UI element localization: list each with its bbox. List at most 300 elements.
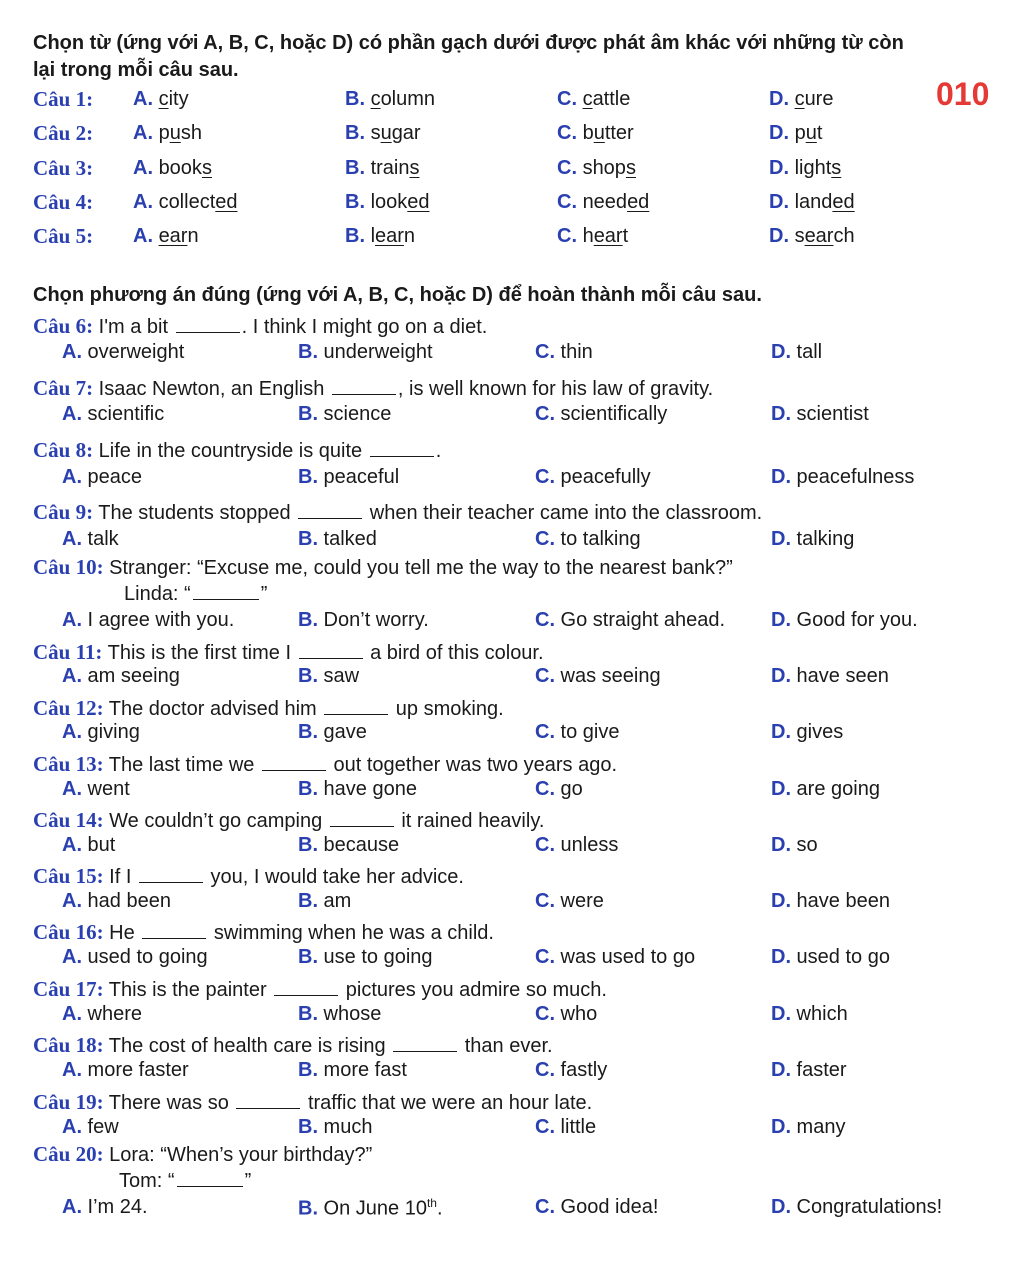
option-b[interactable] bbox=[298, 466, 399, 489]
word-suffix: ch bbox=[833, 225, 855, 247]
option-c[interactable] bbox=[557, 88, 630, 111]
option-letter: B. bbox=[345, 122, 365, 144]
word-prefix: book bbox=[158, 157, 202, 179]
option-text: Good for you. bbox=[791, 609, 918, 631]
option-text: have gone bbox=[318, 778, 417, 800]
option-text: Good idea! bbox=[555, 1196, 659, 1218]
stem-before: The last time we bbox=[103, 754, 260, 776]
option-letter: C. bbox=[535, 403, 555, 425]
option-letter: A. bbox=[133, 225, 153, 247]
option-text: underweight bbox=[318, 341, 433, 363]
option-letter: B. bbox=[298, 1197, 318, 1220]
stem-before: The students stopped bbox=[93, 502, 297, 524]
question-stem bbox=[33, 314, 487, 339]
question-label: Câu 20: bbox=[33, 1142, 104, 1166]
option-d[interactable] bbox=[769, 191, 855, 214]
option-b[interactable] bbox=[298, 946, 433, 969]
option-a[interactable] bbox=[62, 528, 119, 551]
option-b[interactable] bbox=[345, 191, 430, 214]
option-text: have been bbox=[791, 890, 890, 912]
option-b[interactable] bbox=[298, 1003, 381, 1026]
answer-blank[interactable] bbox=[330, 810, 394, 827]
word-prefix: shop bbox=[582, 157, 626, 179]
question-label: Câu 16: bbox=[33, 920, 104, 944]
stem-before: This is the painter bbox=[103, 979, 273, 1001]
option-b[interactable] bbox=[345, 88, 435, 111]
option-letter: C. bbox=[535, 721, 555, 743]
option-text: peacefully bbox=[555, 466, 651, 488]
option-c[interactable] bbox=[535, 1116, 596, 1139]
option-letter: A. bbox=[62, 1059, 82, 1081]
option-letter: D. bbox=[769, 191, 789, 213]
option-letter: D. bbox=[769, 225, 789, 247]
option-letter: C. bbox=[557, 157, 577, 179]
option-text: little bbox=[555, 1116, 597, 1138]
option-d[interactable] bbox=[771, 1059, 847, 1082]
option-b[interactable] bbox=[298, 341, 433, 364]
question-stem bbox=[33, 1142, 372, 1167]
option-b[interactable] bbox=[298, 778, 417, 801]
option-text: gave bbox=[318, 721, 367, 743]
word-prefix: look bbox=[370, 191, 408, 213]
option-letter: D. bbox=[771, 1116, 791, 1138]
question-label: Câu 8: bbox=[33, 438, 94, 462]
option-text: have seen bbox=[791, 665, 889, 687]
word-prefix: train bbox=[370, 157, 410, 179]
option-b[interactable] bbox=[298, 403, 391, 426]
answer-blank[interactable] bbox=[177, 1170, 243, 1187]
option-b[interactable] bbox=[345, 225, 415, 248]
stem-after: when their teacher came into the classroom. bbox=[364, 502, 763, 524]
dialogue-response-line bbox=[119, 1170, 251, 1193]
option-b[interactable] bbox=[298, 1116, 372, 1139]
underlined-part: s bbox=[409, 157, 420, 179]
option-a[interactable] bbox=[133, 157, 212, 180]
option-a[interactable] bbox=[62, 834, 115, 857]
option-b[interactable] bbox=[345, 122, 421, 145]
option-c[interactable] bbox=[535, 890, 604, 913]
underlined-part: u bbox=[169, 122, 181, 144]
option-a[interactable] bbox=[133, 88, 189, 111]
option-letter: B. bbox=[298, 1116, 318, 1138]
answer-blank[interactable] bbox=[236, 1092, 300, 1109]
answer-blank[interactable] bbox=[262, 754, 326, 771]
option-c[interactable] bbox=[535, 665, 661, 688]
option-d[interactable] bbox=[771, 946, 890, 969]
option-text: had been bbox=[82, 890, 171, 912]
option-b[interactable] bbox=[298, 665, 359, 688]
option-text: was seeing bbox=[555, 665, 661, 687]
section1-heading-line2: lại trong mỗi câu sau. bbox=[33, 59, 239, 81]
option-text: science bbox=[318, 403, 392, 425]
answer-blank[interactable] bbox=[139, 866, 203, 883]
option-text: so bbox=[791, 834, 818, 856]
option-text: because bbox=[318, 834, 400, 856]
option-text: go bbox=[555, 778, 583, 800]
ordinal-suffix: th bbox=[426, 1196, 437, 1210]
option-text: peacefulness bbox=[791, 466, 915, 488]
question-stem bbox=[33, 920, 494, 945]
option-c[interactable] bbox=[535, 466, 651, 489]
word-suffix: t bbox=[816, 122, 823, 144]
word-prefix: b bbox=[582, 122, 594, 144]
option-a[interactable] bbox=[62, 1116, 119, 1139]
option-d[interactable] bbox=[771, 665, 889, 688]
option-letter: A. bbox=[62, 403, 82, 425]
option-c[interactable] bbox=[535, 721, 619, 744]
option-letter: B. bbox=[345, 88, 365, 110]
option-letter: C. bbox=[535, 528, 555, 550]
stem-before: He bbox=[103, 922, 141, 944]
stem-before: We couldn’t go camping bbox=[103, 810, 328, 832]
option-a[interactable] bbox=[62, 778, 130, 801]
underlined-part: ear bbox=[804, 225, 834, 247]
option-letter: C. bbox=[535, 1059, 555, 1081]
option-c[interactable] bbox=[557, 157, 636, 180]
question-label: Câu 18: bbox=[33, 1033, 104, 1057]
option-letter: B. bbox=[298, 341, 318, 363]
option-text: Go straight ahead. bbox=[555, 609, 726, 631]
option-text: but bbox=[82, 834, 116, 856]
question-stem bbox=[33, 752, 617, 777]
word-prefix: h bbox=[582, 225, 594, 247]
option-text: tall bbox=[791, 341, 823, 363]
question-label: Câu 13: bbox=[33, 752, 104, 776]
stem-before: Isaac Newton, an English bbox=[93, 378, 330, 400]
option-text: On June 10 bbox=[318, 1197, 427, 1220]
option-c[interactable] bbox=[535, 1059, 607, 1082]
option-text: to give bbox=[555, 721, 620, 743]
option-a[interactable] bbox=[62, 1003, 142, 1026]
option-text: use to going bbox=[318, 946, 433, 968]
option-a[interactable] bbox=[133, 122, 202, 145]
option-text: Don’t worry. bbox=[318, 609, 429, 631]
word-suffix: tter bbox=[604, 122, 634, 144]
word-prefix: p bbox=[158, 122, 170, 144]
word-prefix: s bbox=[370, 122, 381, 144]
underlined-part: c bbox=[370, 88, 381, 110]
word-suffix: n bbox=[187, 225, 199, 247]
option-letter: C. bbox=[557, 88, 577, 110]
option-letter: A. bbox=[133, 157, 153, 179]
answer-blank[interactable] bbox=[176, 316, 240, 333]
option-d[interactable] bbox=[771, 341, 822, 364]
option-text: unless bbox=[555, 834, 619, 856]
option-c[interactable] bbox=[557, 122, 634, 145]
question-label: Câu 10: bbox=[33, 555, 104, 579]
question-label: Câu 1: bbox=[33, 87, 94, 111]
option-letter: A. bbox=[62, 778, 82, 800]
option-b[interactable] bbox=[298, 1059, 407, 1082]
option-letter: C. bbox=[535, 778, 555, 800]
underlined-part: ed bbox=[832, 191, 855, 213]
question-stem bbox=[33, 977, 607, 1002]
option-letter: A. bbox=[133, 191, 153, 213]
question-stem bbox=[33, 500, 762, 525]
option-a[interactable] bbox=[62, 1059, 189, 1082]
option-b[interactable] bbox=[298, 890, 351, 913]
option-d[interactable] bbox=[771, 609, 918, 632]
word-suffix: ure bbox=[804, 88, 834, 110]
option-text: are going bbox=[791, 778, 880, 800]
dialogue-response-line bbox=[124, 583, 267, 606]
option-text: whose bbox=[318, 1003, 382, 1025]
option-c[interactable] bbox=[535, 528, 641, 551]
option-text: scientist bbox=[791, 403, 869, 425]
option-d[interactable] bbox=[771, 528, 854, 551]
answer-blank[interactable] bbox=[142, 922, 206, 939]
option-a[interactable] bbox=[62, 665, 180, 688]
exam-code: 010 bbox=[936, 76, 990, 112]
question-label: Câu 4: bbox=[33, 190, 94, 214]
answer-blank[interactable] bbox=[274, 979, 338, 996]
option-letter: D. bbox=[771, 1196, 791, 1218]
word-suffix: attle bbox=[592, 88, 631, 110]
option-text: peaceful bbox=[318, 466, 400, 488]
answer-blank[interactable] bbox=[324, 698, 388, 715]
underlined-part: s bbox=[201, 157, 212, 179]
stem-after: up smoking. bbox=[390, 698, 504, 720]
stem-before: If I bbox=[103, 866, 137, 888]
word-suffix: n bbox=[403, 225, 416, 247]
option-letter: D. bbox=[771, 609, 791, 631]
option-d[interactable] bbox=[771, 1196, 942, 1219]
option-letter: A. bbox=[62, 341, 82, 363]
option-b[interactable] bbox=[298, 528, 377, 551]
question-stem bbox=[33, 864, 464, 889]
question-label: Câu 5: bbox=[33, 224, 94, 248]
option-letter: B. bbox=[298, 890, 318, 912]
stem-after: . bbox=[435, 440, 442, 462]
option-letter: C. bbox=[535, 665, 555, 687]
option-letter: B. bbox=[298, 778, 318, 800]
option-c[interactable] bbox=[535, 341, 593, 364]
option-c[interactable] bbox=[535, 403, 667, 426]
question-label: Câu 7: bbox=[33, 376, 94, 400]
option-b[interactable] bbox=[298, 1196, 443, 1221]
option-text: peace bbox=[82, 466, 143, 488]
option-letter: D. bbox=[771, 466, 791, 488]
option-letter: D. bbox=[769, 122, 789, 144]
question-stem bbox=[33, 376, 713, 401]
option-letter: D. bbox=[771, 890, 791, 912]
underlined-part: ed bbox=[215, 191, 238, 213]
option-letter: D. bbox=[771, 946, 791, 968]
underlined-part: ed bbox=[627, 191, 650, 213]
option-text: giving bbox=[82, 721, 140, 743]
option-letter: A. bbox=[62, 1003, 82, 1025]
option-d[interactable] bbox=[771, 466, 914, 489]
option-d[interactable] bbox=[771, 1003, 848, 1026]
option-letter: D. bbox=[771, 341, 791, 363]
option-letter: B. bbox=[298, 721, 318, 743]
option-letter: C. bbox=[535, 890, 555, 912]
option-text: am seeing bbox=[82, 665, 180, 687]
option-letter: A. bbox=[62, 665, 82, 687]
underlined-part: ear bbox=[593, 225, 623, 247]
option-d[interactable] bbox=[771, 890, 890, 913]
option-letter: A. bbox=[62, 890, 82, 912]
option-c[interactable] bbox=[535, 1196, 658, 1219]
stem-before: There was so bbox=[103, 1092, 235, 1114]
option-c[interactable] bbox=[535, 834, 618, 857]
underlined-part: c bbox=[158, 88, 169, 110]
question-label: Câu 11: bbox=[33, 640, 103, 664]
option-a[interactable] bbox=[133, 191, 238, 214]
stem-after: you, I would take her advice. bbox=[204, 866, 464, 888]
underlined-part: u bbox=[805, 122, 817, 144]
question-stem bbox=[33, 1033, 553, 1058]
question-stem bbox=[33, 808, 544, 833]
option-letter: B. bbox=[298, 1059, 318, 1081]
answer-blank[interactable] bbox=[332, 378, 396, 395]
option-text: who bbox=[555, 1003, 598, 1025]
question-label: Câu 6: bbox=[33, 314, 94, 338]
option-letter: A. bbox=[62, 1116, 82, 1138]
option-text: scientifically bbox=[555, 403, 668, 425]
option-letter: D. bbox=[771, 721, 791, 743]
option-a[interactable] bbox=[62, 341, 184, 364]
option-a[interactable] bbox=[62, 1196, 148, 1219]
underlined-part: ed bbox=[407, 191, 430, 213]
stem-before: Lora: “When’s your birthday?” bbox=[103, 1144, 373, 1166]
underlined-part: s bbox=[831, 157, 842, 179]
option-d[interactable] bbox=[771, 403, 869, 426]
underlined-part: c bbox=[794, 88, 805, 110]
question-stem bbox=[33, 555, 733, 580]
option-text: am bbox=[318, 890, 352, 912]
stem-after: out together was two years ago. bbox=[327, 754, 618, 776]
option-c[interactable] bbox=[535, 609, 725, 632]
option-letter: C. bbox=[557, 191, 577, 213]
option-d[interactable] bbox=[771, 721, 843, 744]
option-d[interactable] bbox=[769, 122, 822, 145]
option-d[interactable] bbox=[769, 157, 841, 180]
option-letter: A. bbox=[62, 834, 82, 856]
option-letter: D. bbox=[769, 88, 789, 110]
question-label: Câu 14: bbox=[33, 808, 104, 832]
option-letter: A. bbox=[62, 1196, 82, 1218]
option-letter: B. bbox=[298, 528, 318, 550]
option-letter: C. bbox=[535, 946, 555, 968]
option-d[interactable] bbox=[771, 778, 880, 801]
option-d[interactable] bbox=[771, 1116, 845, 1139]
option-c[interactable] bbox=[557, 225, 628, 248]
option-letter: D. bbox=[771, 1003, 791, 1025]
stem-before: This is the first time I bbox=[102, 642, 297, 664]
option-letter: C. bbox=[535, 834, 555, 856]
option-letter: C. bbox=[535, 1003, 555, 1025]
stem-before: The doctor advised him bbox=[103, 698, 323, 720]
option-a[interactable] bbox=[133, 225, 199, 248]
option-d[interactable] bbox=[769, 88, 833, 111]
option-b[interactable] bbox=[298, 834, 399, 857]
option-c[interactable] bbox=[557, 191, 649, 214]
question-label: Câu 9: bbox=[33, 500, 94, 524]
question-label: Câu 2: bbox=[33, 121, 94, 145]
option-b[interactable] bbox=[298, 609, 429, 632]
question-label: Câu 12: bbox=[33, 696, 104, 720]
answer-blank[interactable] bbox=[298, 502, 362, 519]
stem-before: Stranger: “Excuse me, could you tell me the way to the nearest bank?” bbox=[103, 557, 733, 579]
option-letter: A. bbox=[133, 88, 153, 110]
option-d[interactable] bbox=[769, 225, 855, 248]
option-b[interactable] bbox=[298, 721, 367, 744]
option-text: used to go bbox=[791, 946, 890, 968]
section1-heading-line1: Chọn từ (ứng với A, B, C, hoặc D) có phần gạch dưới được phát âm khác với những từ còn bbox=[33, 32, 904, 54]
closing-quote: ” bbox=[244, 1170, 252, 1192]
stem-after: a bird of this colour. bbox=[364, 642, 544, 664]
option-text: were bbox=[555, 890, 604, 912]
option-a[interactable] bbox=[62, 890, 171, 913]
option-letter: C. bbox=[535, 609, 555, 631]
question-label: Câu 3: bbox=[33, 156, 94, 180]
word-prefix: land bbox=[794, 191, 833, 213]
question-stem bbox=[33, 438, 441, 463]
option-c[interactable] bbox=[535, 946, 695, 969]
option-a[interactable] bbox=[62, 609, 234, 632]
word-prefix: p bbox=[794, 122, 806, 144]
option-letter: B. bbox=[298, 609, 318, 631]
stem-after: traffic that we were an hour late. bbox=[302, 1092, 593, 1114]
option-a[interactable] bbox=[62, 403, 164, 426]
option-letter: C. bbox=[535, 1196, 555, 1218]
underlined-part: u bbox=[380, 122, 392, 144]
option-letter: A. bbox=[62, 721, 82, 743]
option-text: few bbox=[82, 1116, 119, 1138]
option-a[interactable] bbox=[62, 946, 208, 969]
option-b[interactable] bbox=[345, 157, 419, 180]
word-prefix: collect bbox=[158, 191, 216, 213]
option-letter: A. bbox=[62, 466, 82, 488]
stem-after: pictures you admire so much. bbox=[340, 979, 607, 1001]
option-d[interactable] bbox=[771, 834, 818, 857]
question-label: Câu 19: bbox=[33, 1090, 104, 1114]
answer-blank[interactable] bbox=[393, 1035, 457, 1052]
closing-quote: ” bbox=[260, 583, 268, 605]
answer-blank[interactable] bbox=[370, 440, 434, 457]
speaker-label: Linda: “ bbox=[124, 583, 191, 605]
underlined-part: u bbox=[593, 122, 605, 144]
section2-heading: Chọn phương án đúng (ứng với A, B, C, hoặc D) để hoàn thành mỗi câu sau. bbox=[33, 284, 762, 306]
option-a[interactable] bbox=[62, 466, 142, 489]
option-text: was used to go bbox=[555, 946, 696, 968]
option-letter: D. bbox=[769, 157, 789, 179]
option-letter: A. bbox=[62, 946, 82, 968]
option-c[interactable] bbox=[535, 1003, 597, 1026]
option-letter: C. bbox=[535, 466, 555, 488]
option-text: scientific bbox=[82, 403, 165, 425]
option-letter: A. bbox=[62, 528, 82, 550]
option-c[interactable] bbox=[535, 778, 583, 801]
word-suffix: olumn bbox=[380, 88, 436, 110]
option-letter: D. bbox=[771, 778, 791, 800]
option-letter: B. bbox=[298, 665, 318, 687]
speaker-label: Tom: “ bbox=[119, 1170, 175, 1192]
answer-blank[interactable] bbox=[299, 642, 363, 659]
option-letter: B. bbox=[345, 157, 365, 179]
option-text: fastly bbox=[555, 1059, 608, 1081]
option-letter: B. bbox=[298, 1003, 318, 1025]
word-suffix: sh bbox=[180, 122, 202, 144]
word-suffix: gar bbox=[391, 122, 421, 144]
stem-after: it rained heavily. bbox=[395, 810, 545, 832]
option-text: thin bbox=[555, 341, 593, 363]
answer-blank[interactable] bbox=[193, 583, 259, 600]
question-stem bbox=[33, 696, 504, 721]
option-a[interactable] bbox=[62, 721, 140, 744]
underlined-part: ear bbox=[375, 225, 404, 247]
